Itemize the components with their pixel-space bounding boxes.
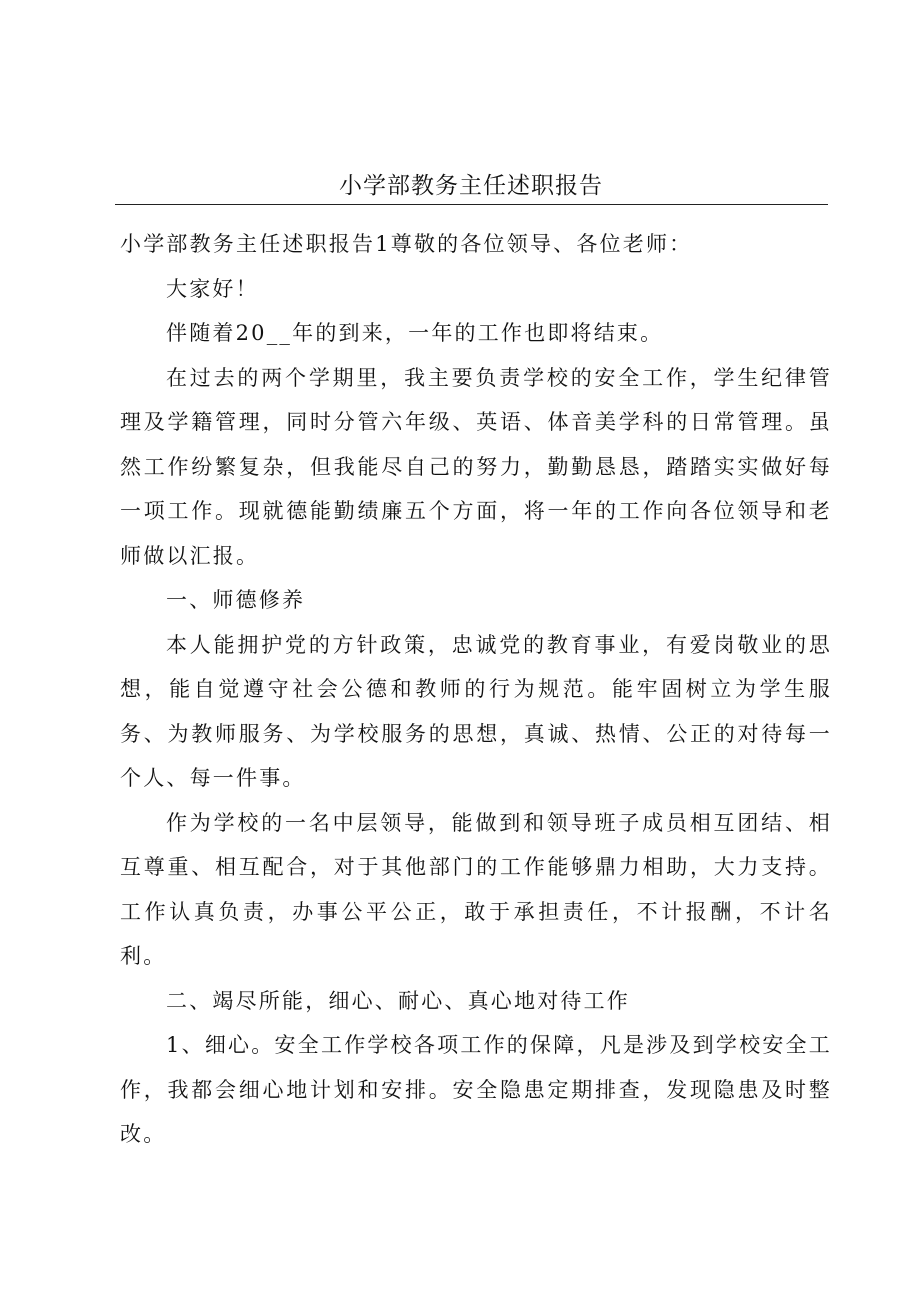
carefulness-paragraph: 1、细心。安全工作学校各项工作的保障，凡是涉及到学校安全工作，我都会细心地计划和安排。安全隐患定期排查，发现隐患及时整改。	[120, 1033, 832, 1146]
teamwork-paragraph: 作为学校的一名中层领导，能做到和领导班子成员相互团结、相互尊重、相互配合，对于其他部门的工作能够鼎力相助，大力支持。工作认真负责，办事公平公正，敢于承担责任，不计报酬，不计名利。	[120, 810, 832, 968]
intro-paragraph: 伴随着20__年的到来，一年的工作也即将结束。	[166, 321, 664, 345]
opening-line: 小学部教务主任述职报告1尊敬的各位领导、各位老师：	[120, 232, 693, 256]
document-body	[120, 222, 832, 1157]
overview-paragraph: 在过去的两个学期里，我主要负责学校的安全工作，学生纪律管理及学籍管理，同时分管六年级、英语、体音美学科的日常管理。虽然工作纷繁复杂，但我能尽自己的努力，勤勤恳恳，踏踏实实做好每一项工作。现就德能勤绩廉五个方面，将一年的工作向各位领导和老师做以汇报。	[120, 365, 832, 568]
section-heading-2: 二、竭尽所能，细心、耐心、真心地对待工作	[166, 988, 630, 1013]
document-title: 小学部教务主任述职报告	[339, 173, 603, 199]
ethics-paragraph: 本人能拥护党的方针政策，忠诚党的教育事业，有爱岗敬业的思想，能自觉遵守社会公德和教师的行为规范。能牢固树立为学生服务、为教师服务、为学校服务的思想，真诚、热情、公正的对待每一个人、每一件事。	[120, 632, 832, 790]
title-underline	[115, 204, 828, 205]
greeting-paragraph: 大家好！	[166, 276, 259, 301]
section-heading-1: 一、师德修养	[166, 588, 306, 612]
